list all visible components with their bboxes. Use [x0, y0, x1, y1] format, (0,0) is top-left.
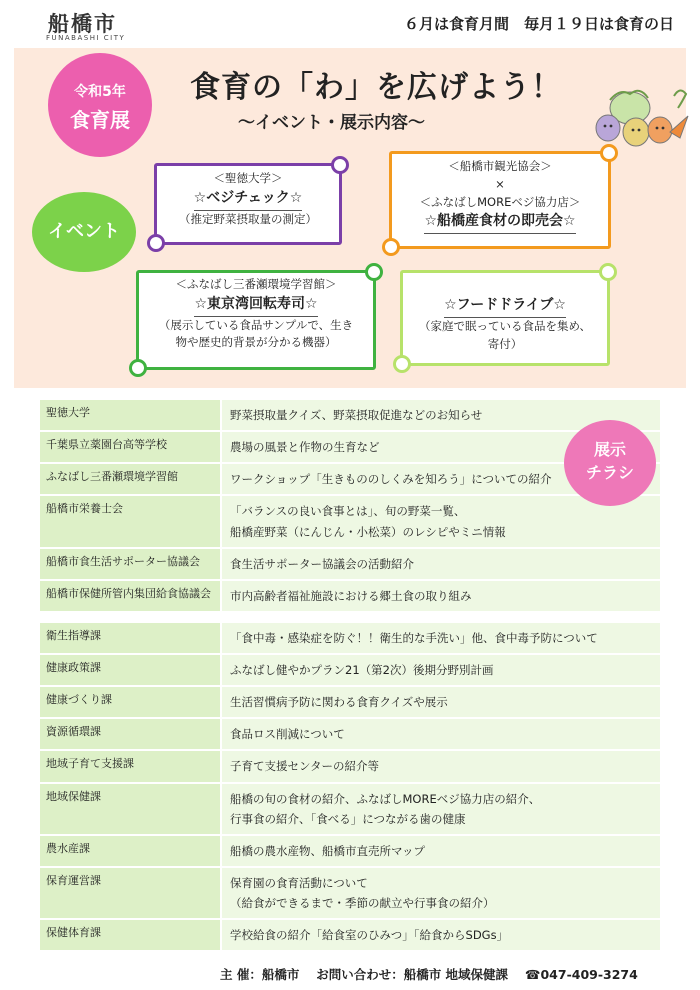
- exhibit-description: 野菜摂取量クイズ、野菜摂取促進などのお知らせ: [222, 400, 660, 430]
- event-tokyo-bay-sushi: [136, 270, 376, 370]
- event-org: ＜聖徳大学＞: [213, 171, 283, 185]
- exhibit-description: 市内高齢者福祉施設における郷土食の取り組み: [222, 581, 660, 611]
- exhibit-description: [222, 868, 660, 918]
- city-logo: 船橋市: [48, 12, 117, 36]
- exhibit-description-line: 行事食の紹介、「食べる」につながる歯の健康: [230, 811, 466, 826]
- event-title: ☆船橋産食材の即売会☆: [424, 211, 575, 234]
- event-desc: 寄付）: [487, 336, 523, 351]
- event-title: ☆ベジチェック☆: [194, 188, 303, 211]
- header: [0, 0, 700, 48]
- footer-contact: 主 催：船橋市 お問い合わせ：船橋市 地域保健課 ☎047-409-3274: [220, 967, 638, 982]
- exhibitor-name: ふなばし三番瀬環境学習館: [40, 464, 220, 494]
- table-row: [40, 496, 660, 546]
- event-org: ＜船橋市観光協会＞: [448, 159, 552, 173]
- table-row: [40, 581, 660, 611]
- event-title: ☆東京湾回転寿司☆: [194, 294, 317, 317]
- exhibitor-name: 衛生指導課: [40, 623, 220, 653]
- display-label: 展示: [593, 440, 626, 459]
- exhibitor-name: 農水産課: [40, 836, 220, 866]
- flyer-label: チラシ: [585, 463, 634, 483]
- table-row: [40, 719, 660, 749]
- exhibition-badge: [48, 53, 152, 157]
- exhibit-description: 船橋の農水産物、船橋市直売所マップ: [222, 836, 660, 866]
- event-desc: （展示している食品サンプルで、生き: [158, 317, 354, 332]
- footer: [0, 960, 700, 990]
- exhibit-description: 「食中毒・感染症を防ぐ！！衛生的な手洗い」他、食中毒予防について: [222, 623, 660, 653]
- exhibit-description-line: 「バランスの良い食事とは」、旬の野菜一覧、: [230, 504, 466, 519]
- exhibit-description: 生活習慣病予防に関わる食育クイズや展示: [222, 687, 660, 717]
- exhibit-description-line: 船橋産野菜（にんじん・小松菜）のレシピやミニ情報: [230, 524, 506, 539]
- exhibitor-name: 健康づくり課: [40, 687, 220, 717]
- exhibitor-name: 地域子育て支援課: [40, 751, 220, 781]
- exhibitor-name: 船橋市保健所管内集団給食協議会: [40, 581, 220, 611]
- event-title: ☆フードドライブ☆: [444, 295, 566, 318]
- exhibitor-name: 千葉県立薬園台高等学校: [40, 432, 220, 462]
- vegetables-illustration-icon: [590, 86, 690, 152]
- event-local-food-sale: [389, 151, 611, 249]
- city-logo-sub: FUNABASHI CITY: [46, 34, 126, 42]
- exhibit-description-line: 保育園の食育活動について: [230, 875, 368, 890]
- table-row: [40, 836, 660, 866]
- table-row: [40, 751, 660, 781]
- table-row: [40, 868, 660, 918]
- exhibit-description-line: （給食ができるまで・季節の献立や行事食の紹介）: [230, 896, 495, 910]
- exhibit-description: 食生活サポーター協議会の活動紹介: [222, 549, 660, 579]
- event-desc: 物や歴史的背景が分かる機器）: [175, 335, 337, 350]
- subtitle: ～イベント・展示内容～: [238, 113, 425, 133]
- exhibitor-name: 保健体育課: [40, 920, 220, 950]
- exhibitor-name: 資源循環課: [40, 719, 220, 749]
- exhibit-description: 農場の風景と作物の生育など: [222, 432, 660, 462]
- main-title: 食育の「わ」を広げよう！: [190, 70, 562, 105]
- table-divider: [40, 613, 660, 623]
- exhibit-description: [222, 784, 660, 834]
- exhibit-description: 学校給食の紹介「給食室のひみつ」「給食からSDGs」: [222, 920, 660, 950]
- display-flyer-bubble: [564, 420, 656, 506]
- event-veggie-check: [154, 163, 342, 245]
- exhibitor-name: 船橋市食生活サポーター協議会: [40, 549, 220, 579]
- exhibitor-name: 地域保健課: [40, 784, 220, 834]
- table-row: [40, 784, 660, 834]
- event-food-drive: [400, 270, 610, 366]
- exhibit-description: ワークショップ「生きもののしくみを知ろう」についての紹介: [222, 464, 660, 494]
- table-row: [40, 687, 660, 717]
- exhibit-description: 子育て支援センターの紹介等: [222, 751, 660, 781]
- exhibit-description: ふなばし健やかプラン21（第2次）後期分野別計画: [222, 655, 660, 685]
- exhibitor-name: 保育運営課: [40, 868, 220, 918]
- table-row: [40, 400, 660, 430]
- event-desc: （家庭で眠っている食品を集め、: [418, 318, 592, 333]
- event-bubble: イベント: [32, 192, 136, 272]
- badge-label: 食育展: [70, 108, 130, 132]
- exhibit-description-line: 船橋の旬の食材の紹介、ふなばしMOREベジ協力店の紹介、: [230, 791, 541, 806]
- event-desc: （推定野菜摂取量の測定）: [179, 211, 317, 226]
- exhibitor-name: 聖徳大学: [40, 400, 220, 430]
- table-row: [40, 655, 660, 685]
- exhibitor-name: 健康政策課: [40, 655, 220, 685]
- badge-year: 令和5年: [74, 84, 126, 100]
- table-row: [40, 549, 660, 579]
- event-cross: ×: [495, 176, 505, 191]
- table-row: [40, 920, 660, 950]
- event-org: ＜ふなばしMOREベジ協力店＞: [419, 194, 581, 209]
- event-org: ＜ふなばし三番瀬環境学習館＞: [175, 277, 337, 291]
- header-slogan: ６月は食育月間 毎月１９日は食育の日: [403, 15, 674, 33]
- table-row: [40, 623, 660, 653]
- exhibit-description: 食品ロス削減について: [222, 719, 660, 749]
- exhibit-description: [222, 496, 660, 546]
- exhibitor-name: 船橋市栄養士会: [40, 496, 220, 546]
